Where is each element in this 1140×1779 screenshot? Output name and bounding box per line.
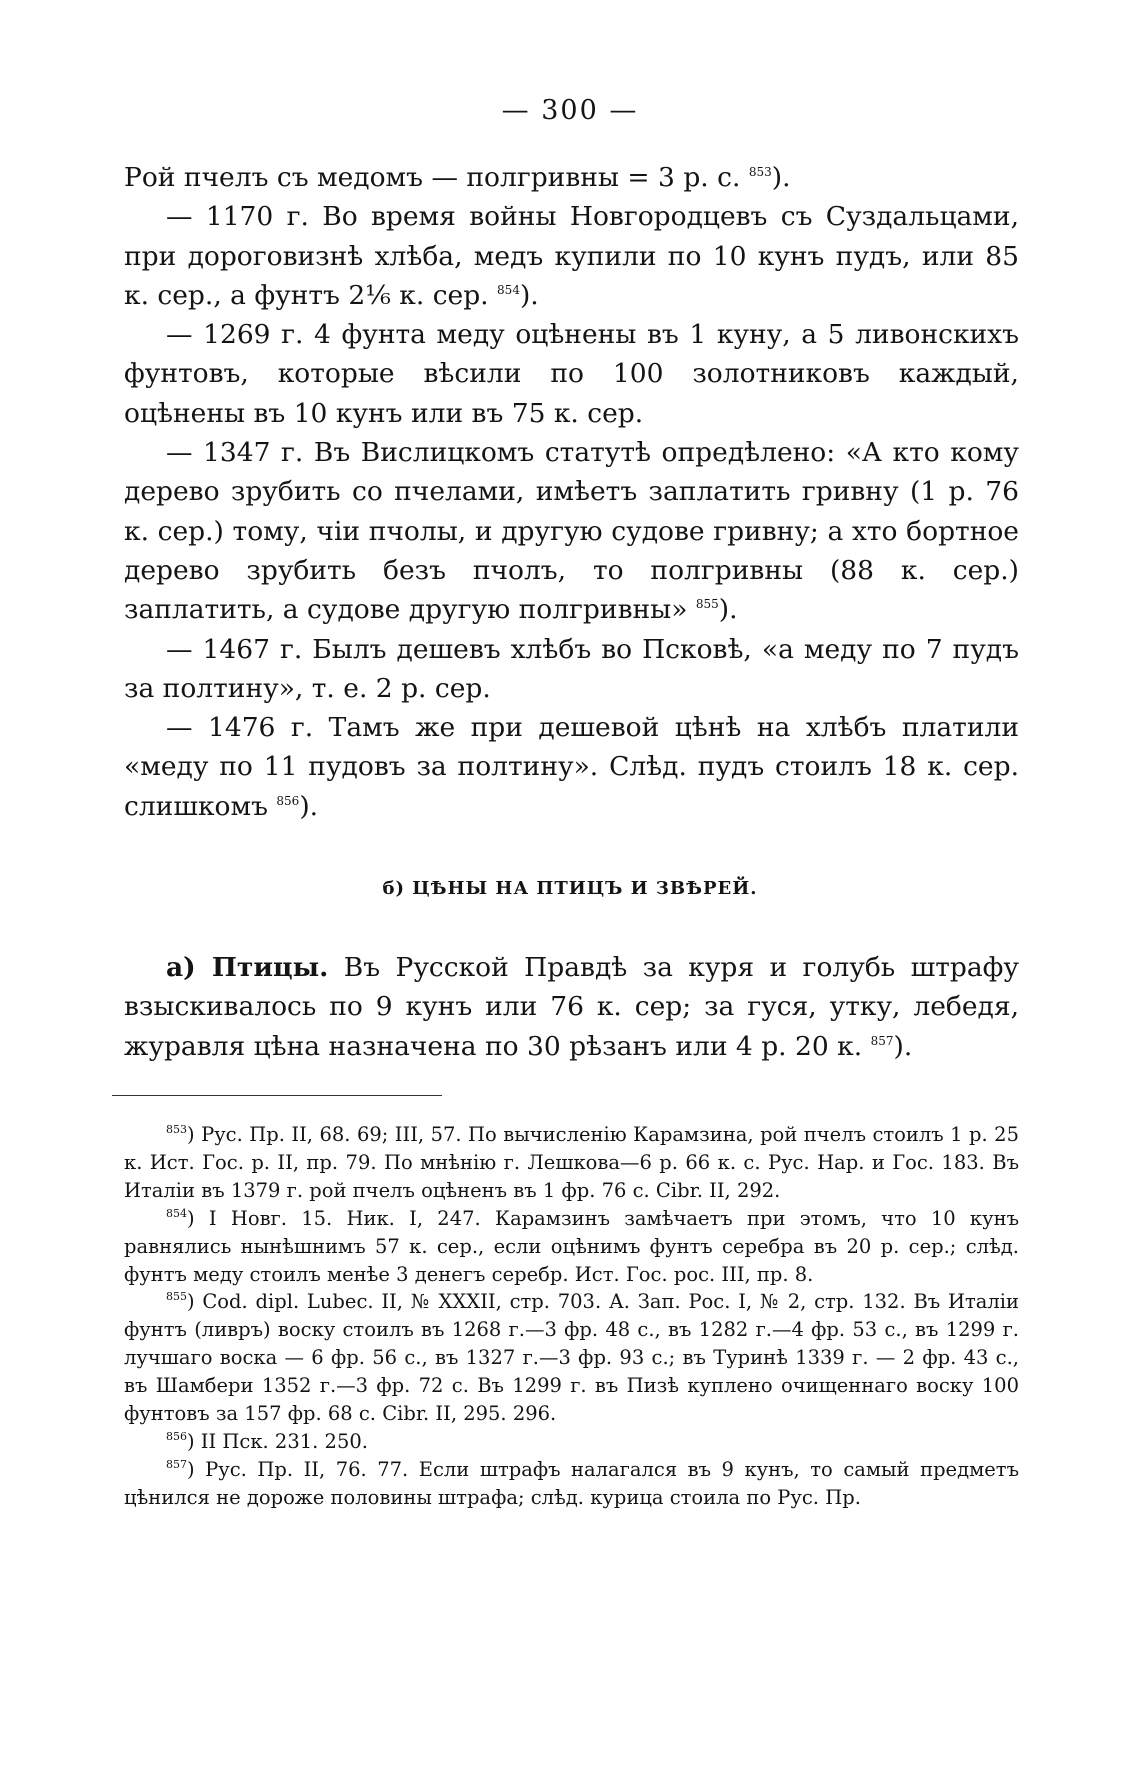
paragraph-text: — 1467 г. Былъ дешевъ хлѣбъ во Псковѣ, «а меду по 7 пудъ за полтину», т. е. 2 р. сер. [124, 633, 1019, 704]
footnote [124, 1456, 1019, 1512]
paragraph-tail: . [782, 162, 791, 193]
paragraph-text: — 1476 г. Тамъ же при дешевой цѣнѣ на хлѣбъ платили «меду по 11 пудовъ за полтину». Слѣд. пудъ стоилъ 18 к. сер. слишкомъ [124, 712, 1019, 822]
paragraph-text: Рой пчелъ съ медомъ — полгривны = 3 р. с. [124, 162, 741, 193]
footnote-text: ) Рус. Пр. II, 68. 69; III, 57. По вычисленію Карамзина, рой пчелъ стоилъ 1 р. 25 к. Ист. Гос. р. II, пр. 79. По мнѣнію г. Лешкова—6 р. 66 к. с. Рус. Нар. и Гос. 183. Въ Италіи въ 1379 г. рой пчелъ оцѣненъ въ 1 фр. 76 с. Cibr. II, 292. [124, 1123, 1019, 1202]
footnote-ref[interactable]: 853 [748, 165, 772, 179]
page-number: — 300 — [501, 95, 639, 126]
paragraph [124, 315, 1019, 433]
paragraph [124, 630, 1019, 709]
footnote-number: 856 [166, 1429, 187, 1443]
paragraph-text: — 1347 г. Въ Вислицкомъ статутѣ опредѣлено: «А кто кому дерево зрубить со пчелами, имѣетъ заплатить гривну (1 р. 76 к. сер.) тому, чіи пчолы, и другую судове гривну; а хто бортное дерево зрубить безъ пчолъ, то полгривны (88 к. сер.) заплатить, а судове другую полгривны» [124, 437, 1019, 626]
footnote-ref[interactable]: 856 [276, 793, 300, 808]
footnote [124, 1428, 1019, 1456]
paragraph: — 1347 г. Въ Вислицкомъ статутѣ опредѣлено: «А кто кому дерево зрубить со пчелами, имѣетъ заплатить гривну (1 р. 76 к. сер.) тому, чіи пчолы, и другую судове гривну; а хто бортное дерево зрубить безъ пчолъ, то полгривны (88 к. сер.) заплатить, а судове другую полгривны» $^{855}$). [124, 437, 1019, 626]
footnotes [124, 1121, 1019, 1512]
footnote-text: ) I Новг. 15. Ник. I, 247. Карамзинъ замѣчаетъ при этомъ, что 10 кунъ равнялись нынѣшнимъ 57 к. сер., если оцѣнимъ фунтъ серебра въ 20 р. сер.; слѣд. фунтъ меду стоилъ менѣе 3 денегъ серебр. Ист. Гос. рос. III, пр. 8. [124, 1206, 1019, 1286]
paragraph-tail: . [309, 790, 319, 822]
paragraph-tail: . [530, 279, 539, 311]
footnote-number: 853 [166, 1123, 187, 1136]
main-text [124, 158, 1019, 826]
paragraph: — 1170 г. Во время войны Новгородцевъ съ Суздальцами, при дороговизнѣ хлѣба, медъ купили по 10 кунъ пудъ, или 85 к. сер., а фунтъ 2¹⁄₆ к. сер. $^{854}$). [124, 201, 1019, 311]
footnote-ref[interactable]: 857 [870, 1033, 894, 1048]
footnote-number: 857 [166, 1457, 187, 1471]
footnote-ref[interactable]: 854 [497, 282, 520, 297]
footnote-text: ) II Пск. 231. 250. [187, 1429, 368, 1453]
footnote-text: ) Рус. Пр. II, 76. 77. Если штрафъ налагался въ 9 кунъ, то самый предметъ цѣнился не дороже половины штрафа; слѣд. курица стоила по Рус. Пр. [124, 1457, 1019, 1509]
paragraph-text: Въ Русской Правдѣ за куря и голубь штрафу взыскивалось по 9 кунъ или 76 к. сер; за гуся, утку, лебедя, журавля цѣна назначена по 30 рѣзанъ или 4 р. 20 к. [124, 952, 1019, 1062]
footnote-text: ) Cod. dipl. Lubec. II, № XXXII, стр. 703. А. Зап. Рос. I, № 2, стр. 132. Въ Италіи фунтъ (ливръ) воску стоилъ въ 1268 г.—3 фр. 48 с., въ 1282 г.—4 фр. 53 с., въ 1299 г. лучшаго воска — 6 фр. 56 с., въ 1327 г.—3 фр. 93 с.; въ Туринѣ 1339 г. — 2 фр. 43 с., въ Шамбери 1352 г.—3 фр. 72 с. Въ 1299 г. въ Пизѣ куплено очищеннаго воску 100 фунтовъ за 157 фр. 68 с. Cibr. II, 295. 296. [124, 1290, 1019, 1426]
section-lead: а) Птицы. [166, 952, 329, 983]
paragraph: а) Птицы. Въ Русской Правдѣ за куря и голубь штрафу взыскивалось по 9 кунъ или 76 к. сер; за гуся, утку, лебедя, журавля цѣна назначена по 30 рѣзанъ или 4 р. 20 к. $^{857}$). [124, 952, 1019, 1062]
paragraph-tail: . [729, 594, 738, 626]
paragraph-tail: . [903, 1030, 913, 1062]
paragraph-text: — 1170 г. Во время войны Новгородцевъ съ Суздальцами, при дороговизнѣ хлѣба, медъ купили по 10 кунъ пудъ, или 85 к. сер., а фунтъ 2¹⁄₆ к. сер. [124, 201, 1019, 311]
footnote-ref[interactable]: 855 [695, 597, 719, 612]
footnote-divider [112, 1095, 442, 1096]
paragraph: Рой пчелъ съ медомъ — полгривны = 3 р. с. $^{853}$). [124, 162, 791, 193]
footnote [124, 1121, 1019, 1205]
section-body [124, 948, 1019, 1066]
section-heading: б) ЦѢНЫ НА ПТИЦЪ И ЗВѢРЕЙ. [382, 878, 758, 899]
footnote-number: 854 [166, 1206, 187, 1220]
footnote-number: 855 [166, 1290, 187, 1304]
paragraph: — 1476 г. Тамъ же при дешевой цѣнѣ на хлѣбъ платили «меду по 11 пудовъ за полтину». Слѣд. пудъ стоилъ 18 к. сер. слишкомъ $^{856}$). [124, 712, 1019, 822]
footnote [124, 1288, 1019, 1428]
paragraph-text: — 1269 г. 4 фунта меду оцѣнены въ 1 куну, а 5 ливонскихъ фунтовъ, которые вѣсили по 100 золотниковъ каждый, оцѣнены въ 10 кунъ или въ 75 к. сер. [124, 319, 1019, 429]
footnote [124, 1205, 1019, 1289]
